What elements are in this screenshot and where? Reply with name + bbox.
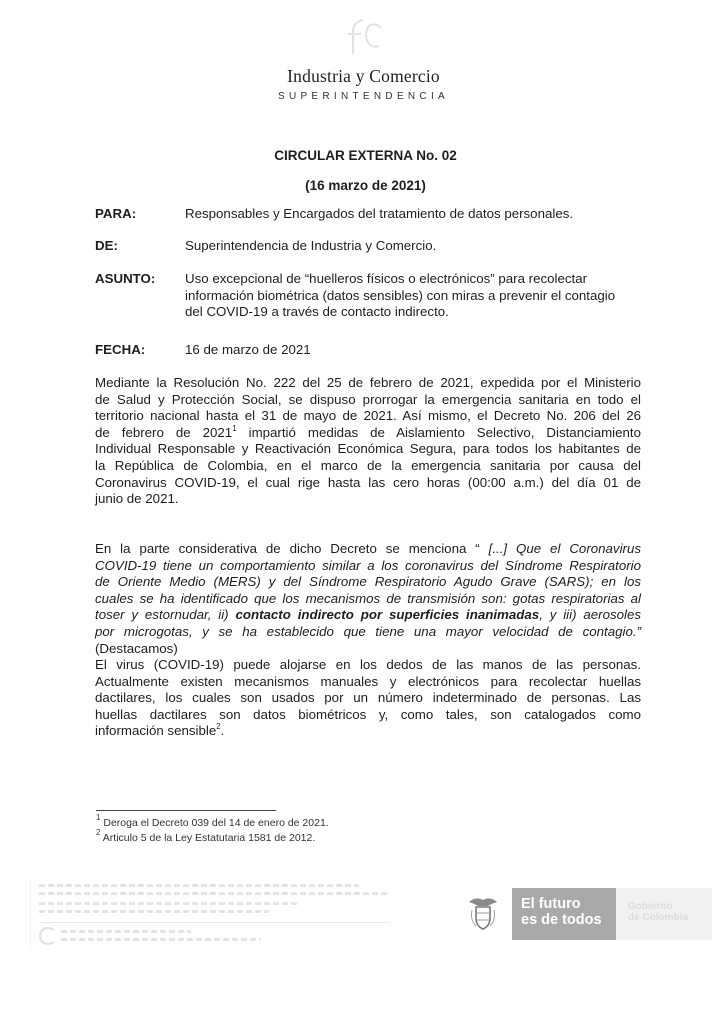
government-banner	[512, 888, 712, 940]
brand-title: Industria y Comercio	[287, 66, 440, 86]
text-line: junio de 2021.	[95, 491, 179, 507]
footnote-mark: 1	[96, 813, 101, 822]
slogan-line: El futuro	[521, 896, 581, 912]
asunto-line: información biométrica (datos sensibles) con miras a prevenir el contagio	[185, 287, 616, 303]
text-span: información sensible	[95, 723, 217, 739]
gov-line: de Colombia	[628, 912, 689, 923]
footer-divider	[39, 922, 389, 923]
paragraph-virus	[95, 657, 641, 740]
quote-span: [...] Que el Coronavirus	[488, 541, 642, 556]
text-line: territorio nacional hasta el 31 de mayo de 2021. Así mismo, el Decreto No. 206 del 26	[95, 408, 641, 424]
text-line: Coronavirus COVID-19, el cual rige hasta las cero horas (00:00 a.m.) del día 01 de	[95, 474, 641, 490]
footnote-divider	[96, 810, 276, 811]
faded-text-line	[39, 902, 299, 905]
field-value: 16 de marzo de 2021	[185, 342, 311, 357]
text-line	[95, 541, 641, 558]
text-span: de febrero de 2021	[95, 424, 233, 440]
banner-slogan-box	[512, 888, 616, 940]
footnote-ref: 2	[216, 722, 221, 732]
text-line: de Salud y Protección Social, se dispuso prorrogar la emergencia sanitaria en todo el	[95, 391, 641, 407]
paragraph-resolution	[95, 375, 641, 508]
text-line: por microgotas, y se ha establecido que tiene una mayor velocidad de contagio.”	[95, 623, 641, 639]
text-line	[95, 425, 641, 442]
field-label: PARA:	[95, 206, 137, 221]
text-span: .	[220, 723, 225, 739]
text-line: El virus (COVID-19) puede alojarse en los dedos de las manos de las personas.	[95, 657, 641, 672]
footnote-mark: 2	[96, 828, 101, 837]
text-line: huellas dactilares son datos biométricos y, como tales, son catalogados como	[95, 706, 641, 722]
text-span: , y iii) aerosoles	[539, 607, 642, 623]
text-span: impartió medidas de Aislamiento Selectivo, Distanciamiento	[248, 424, 642, 440]
banner-slogan	[521, 896, 602, 928]
document-title: CIRCULAR EXTERNA No. 02	[274, 148, 457, 163]
banner-government-label	[628, 901, 688, 923]
document-date: (16 marzo de 2021)	[305, 178, 426, 193]
text-span: toser y estornudar, ii)	[95, 607, 236, 623]
text-line	[95, 723, 641, 740]
text-line: la República de Colombia, en el marco de la emergencia sanitaria por causa del	[95, 457, 641, 473]
gov-line: Gobierno	[628, 901, 673, 912]
faded-text-line	[39, 892, 389, 895]
field-value: Superintendencia de Industria y Comercio.	[185, 238, 437, 253]
field-label: ASUNTO:	[95, 271, 156, 286]
footnote-1	[96, 813, 329, 829]
asunto-line: Uso excepcional de “huelleros físicos o electrónicos” para recolectar	[185, 271, 588, 286]
field-value	[185, 271, 655, 321]
footnote-ref: 1	[232, 423, 237, 433]
emphasis-span: contacto indirecto por superficies inanimadas	[235, 607, 540, 623]
field-label: DE:	[95, 238, 118, 253]
text-line: Actualmente existen mecanismos manuales y electrónicos para recolectar huellas	[95, 673, 641, 689]
text-span: En la parte considerativa de dicho Decreto se menciona “	[95, 541, 480, 556]
text-line: COVID-19 tiene un comportamiento similar a los coronavirus del Síndrome Respiratorio	[95, 557, 641, 573]
faded-text-line	[39, 910, 269, 913]
coat-of-arms-icon	[466, 894, 500, 932]
faded-text-line	[61, 938, 261, 941]
text-line: de Oriente Medio (MERS) y del Síndrome Respiratorio Agudo Grave (SARS); en los	[95, 574, 641, 590]
text-line: (Destacamos)	[95, 640, 178, 656]
text-line: Mediante la Resolución No. 222 del 25 de febrero de 2021, expedida por el Ministerio	[95, 375, 641, 390]
paragraph-decree-quote	[95, 541, 641, 657]
footnote-text: Articulo 5 de la Ley Estatutaria 1581 de 2012.	[100, 832, 316, 844]
faded-text-line	[39, 884, 359, 887]
field-value: Responsables y Encargados del tratamiento de datos personales.	[185, 206, 574, 221]
footnote-text: Deroga el Decreto 039 del 14 de enero de 2021.	[100, 817, 329, 829]
sic-logo-icon	[339, 14, 389, 56]
text-line: dactilares, los cuales son usados por un número indeterminado de personas. Las	[95, 690, 641, 706]
faded-text-line	[61, 930, 191, 933]
text-line	[95, 607, 641, 624]
text-line: Individual Responsable y Reactivación Económica Segura, para todos los habitantes de	[95, 441, 641, 457]
brand-subtitle: SUPERINTENDENCIA	[277, 91, 450, 102]
asunto-line: del COVID-19 a través de contacto indirecto.	[185, 304, 449, 319]
footer-contact-block	[30, 880, 391, 948]
text-line: cuales se ha identificado que los mecanismos de transmisión son: gotas respiratorias al	[95, 590, 641, 606]
field-label: FECHA:	[95, 342, 146, 357]
footnote-2	[96, 828, 316, 844]
certification-icon	[39, 927, 57, 945]
slogan-line: es de todos	[521, 912, 602, 928]
